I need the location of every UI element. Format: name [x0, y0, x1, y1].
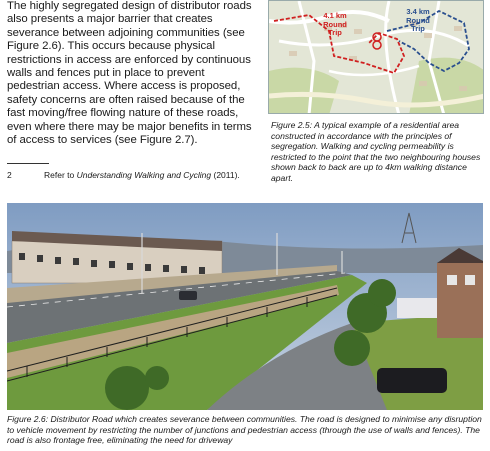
photo-graphic	[7, 203, 483, 410]
footnote-number: 2	[7, 170, 12, 180]
footnote-prefix: Refer to	[44, 170, 77, 180]
footnote-divider	[7, 163, 49, 164]
blue-route-label: 3.4 km Round Trip	[406, 7, 430, 33]
distributor-road-photo	[7, 203, 483, 410]
figure-2-5-caption: Figure 2.5: A typical example of a residential area constructed in accordance with the principles of segregation. Walking and cycling permeability is restricted to the point that the two neighbouring houses shown back to back are up to 4km walking distance apart.	[271, 120, 481, 183]
red-route-label: 4.1 km Round Trip	[323, 11, 347, 37]
map-graphic	[269, 1, 484, 114]
body-paragraph: The highly segregated design of distributor roads also presents a major barrier that creates severance between adjoining communities (see Figure 2.6). This occurs because physical restrictions in access are enforced by continuous walls and fences put in place to prevent pedestrian access. Where access is proposed, safety concerns are often raised because of the fast moving/free flowing nature of these roads, even where there may be major benefits in terms of access to services (see Figure 2.7).	[7, 0, 252, 147]
figure-2-6-caption: Figure 2.6: Distributor Road which creates severance between communities. The road is designed to minimise any disruption to vehicle movement by restricting the number of junctions and pedestrian access (through the use of walls and fences). The road is also frontage free, eliminating the need for driveway	[7, 414, 482, 446]
footnote-text	[44, 170, 244, 181]
residential-area-map	[268, 0, 484, 114]
footnote-suffix: (2011).	[211, 170, 240, 180]
footnote-title: Understanding Walking and Cycling	[76, 170, 212, 180]
